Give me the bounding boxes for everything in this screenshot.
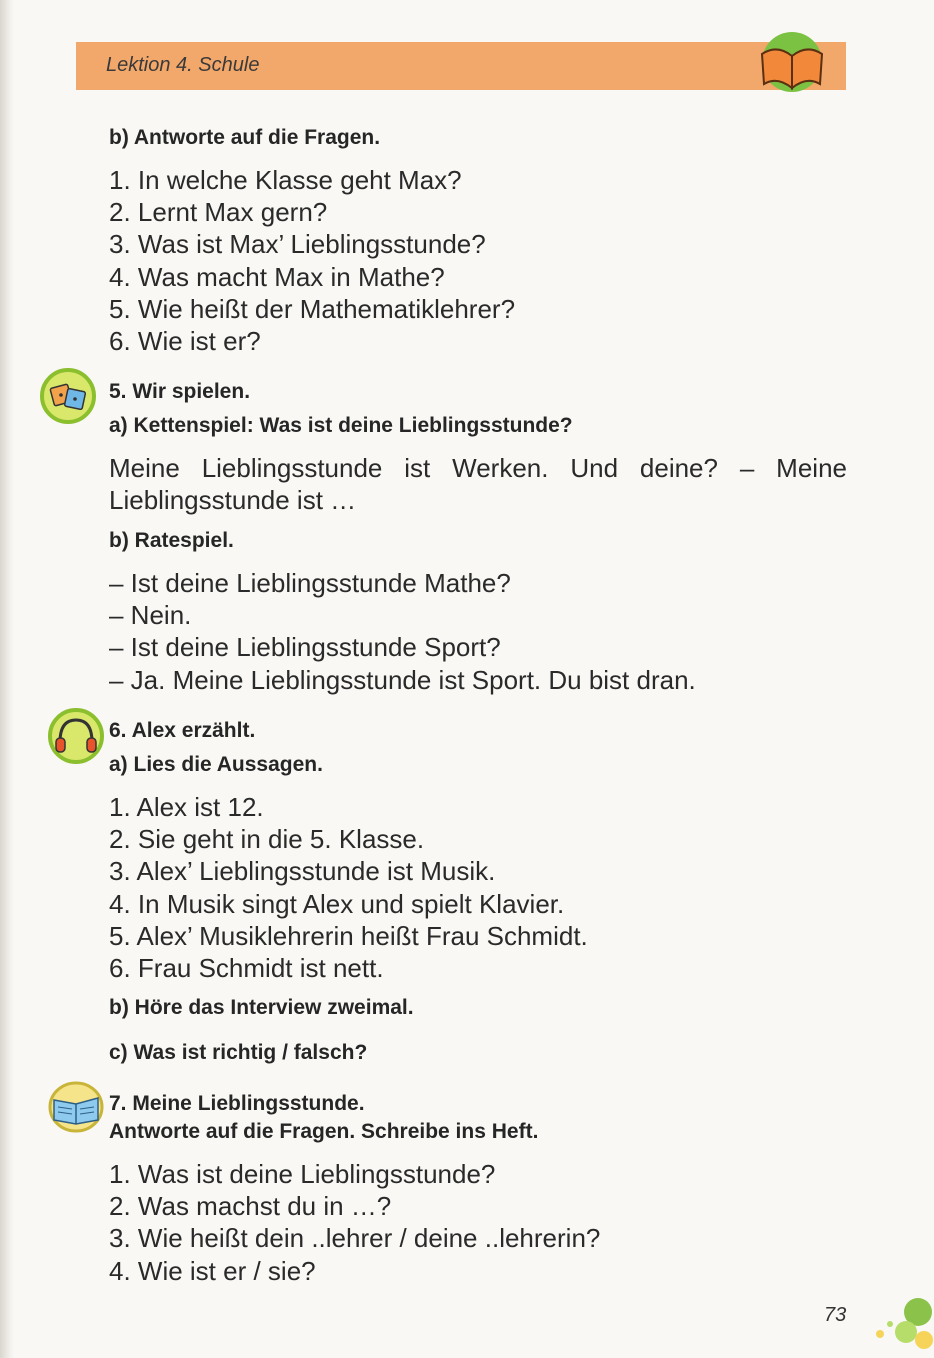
list-item: 2. Was machst du in …?	[109, 1191, 392, 1222]
list-item: 3. Alex’ Lieblingsstunde ist Musik.	[109, 856, 496, 887]
list-item: 5. Wie heißt der Mathematiklehrer?	[109, 293, 516, 324]
game-dice-icon	[38, 366, 102, 424]
list-item: 4. Wie ist er / sie?	[109, 1255, 316, 1286]
exercise5-part-b-heading: b) Ratespiel.	[109, 529, 234, 552]
exercise5-title: 5. Wir spielen.	[109, 380, 251, 403]
exercise5-part-a-text: Meine Lieblingsstunde ist Werken. Und deine? – Meine Lieblingsstunde ist …	[109, 453, 847, 515]
open-book-icon	[752, 30, 832, 94]
list-item: 1. In welche Klasse geht Max?	[109, 165, 462, 195]
dialogue-line: – Ist deine Lieblingsstunde Sport?	[109, 632, 501, 663]
questions-list	[109, 164, 515, 357]
homework-questions-list	[109, 1158, 600, 1287]
list-item: 2. Lernt Max gern?	[109, 197, 328, 228]
lesson-title: Lektion 4. Schule	[106, 54, 260, 76]
exercise6-title: 6. Alex erzählt.	[109, 719, 256, 742]
statements-list	[109, 791, 588, 984]
dialogue-list	[109, 567, 696, 696]
list-item: 4. In Musik singt Alex und spielt Klavier.	[109, 888, 565, 919]
headphones-icon	[46, 706, 106, 764]
list-item: 3. Wie heißt dein ..lehrer / deine ..lehrerin?	[109, 1223, 601, 1254]
decorative-dots	[866, 1290, 934, 1358]
list-item: 3. Was ist Max’ Lieblingsstunde?	[109, 229, 486, 260]
exercise6-part-b-heading: b) Höre das Interview zweimal.	[109, 996, 414, 1019]
list-item: 5. Alex’ Musiklehrerin heißt Frau Schmidt.	[109, 920, 588, 951]
list-item: 2. Sie geht in die 5. Klasse.	[109, 824, 425, 855]
list-item: 6. Wie ist er?	[109, 326, 261, 357]
exercise7-subtitle: Antworte auf die Fragen. Schreibe ins Heft.	[109, 1120, 539, 1143]
exercise7-title: 7. Meine Lieblingsstunde.	[109, 1092, 365, 1115]
page-binding-edge	[0, 0, 14, 1358]
exercise6-part-c-heading: c) Was ist richtig / falsch?	[109, 1041, 368, 1064]
list-item: 6. Frau Schmidt ist nett.	[109, 953, 384, 984]
list-item: 1. Alex ist 12.	[109, 792, 264, 822]
dialogue-line: – Ist deine Lieblingsstunde Mathe?	[109, 568, 511, 598]
page-number: 73	[824, 1304, 847, 1326]
dialogue-line: – Nein.	[109, 600, 192, 631]
dialogue-line: – Ja. Meine Lieblingsstunde ist Sport. Du bist dran.	[109, 664, 696, 695]
list-item: 4. Was macht Max in Mathe?	[109, 261, 445, 292]
section-heading-questions: b) Antworte auf die Fragen.	[109, 126, 381, 149]
exercise6-part-a-heading: a) Lies die Aussagen.	[109, 753, 323, 776]
list-item: 1. Was ist deine Lieblingsstunde?	[109, 1159, 496, 1189]
exercise5-part-a-heading: a) Kettenspiel: Was ist deine Lieblingsstunde?	[109, 414, 573, 437]
notebook-writing-icon	[46, 1080, 108, 1134]
